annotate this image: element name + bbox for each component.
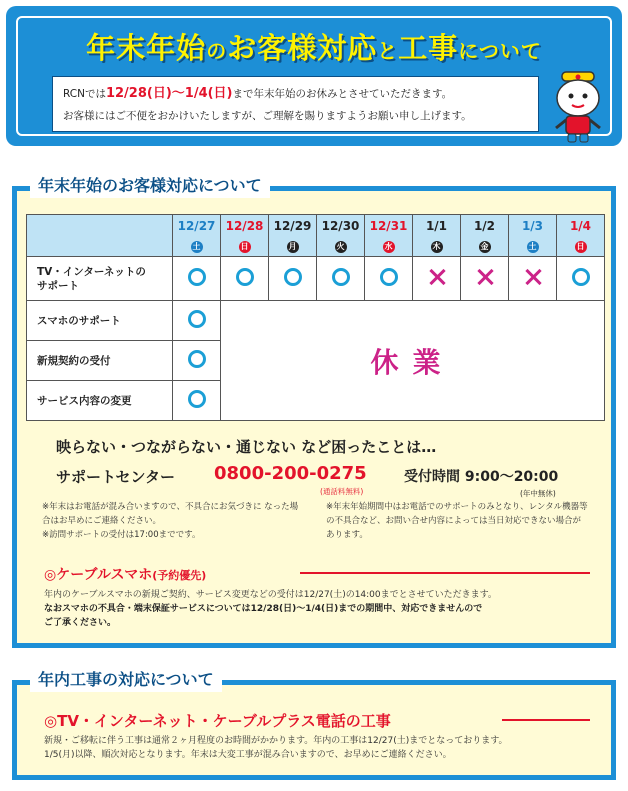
available-icon bbox=[332, 268, 350, 286]
schedule-row-tv-internet bbox=[27, 257, 605, 301]
schedule-header-row bbox=[27, 215, 605, 257]
section-title-support: 年末年始のお客様対応について bbox=[30, 174, 270, 198]
toll-free-note: (通話料無料) bbox=[320, 487, 364, 496]
available-icon bbox=[572, 268, 590, 286]
title-part: 工事 bbox=[398, 31, 459, 65]
status-cell bbox=[557, 257, 605, 301]
status-cell bbox=[221, 257, 269, 301]
row-label: 新規契約の受付 bbox=[27, 341, 173, 381]
holiday-notice bbox=[52, 76, 539, 132]
page-title bbox=[18, 26, 610, 67]
status-cell bbox=[173, 257, 221, 301]
unavailable-icon bbox=[477, 269, 493, 285]
heading-underline bbox=[502, 719, 590, 721]
cable-title-note: (予約優先) bbox=[152, 569, 207, 582]
all-year-note: (年中無休) bbox=[520, 489, 556, 498]
holiday-schedule-table bbox=[26, 214, 605, 421]
note-item: ※訪問サポートの受付は17:00までです。 bbox=[42, 530, 201, 540]
available-icon bbox=[188, 310, 206, 328]
date-header bbox=[269, 215, 317, 257]
note-item: ※年末はお電話が混み合いますので、不具合にお気づきに なった場合はお早めにご連絡ください。 bbox=[42, 502, 299, 526]
date-label: 12/31 bbox=[369, 219, 408, 233]
support-center-label: サポートセンター bbox=[56, 468, 175, 486]
weekday-badge: 金 bbox=[480, 242, 489, 251]
status-cell bbox=[173, 341, 221, 381]
unavailable-icon bbox=[525, 269, 541, 285]
date-header bbox=[221, 215, 269, 257]
table-corner bbox=[27, 215, 173, 257]
weekday-badge: 日 bbox=[576, 242, 585, 251]
row-label: TV・インターネットの サポート bbox=[27, 257, 173, 301]
cable-smartphone-heading bbox=[44, 564, 206, 584]
mascot-character-icon bbox=[550, 70, 606, 144]
title-part: の bbox=[206, 39, 228, 63]
closed-label: 休業 bbox=[221, 301, 605, 421]
notice-text: まで年末年始のお休みとさせていただきます。 bbox=[232, 88, 453, 100]
date-header bbox=[461, 215, 509, 257]
body-line: 新規・ご移転に伴う工事は通常２ヶ月程度のお時間がかかります。年内の工事は12/27(土)までとなっております。 bbox=[44, 736, 508, 746]
date-header bbox=[173, 215, 221, 257]
date-header bbox=[317, 215, 365, 257]
title-part: と bbox=[377, 39, 399, 63]
note-item: ※年末年始期間中はお電話でのサポートのみとなり、レンタル機器等の不具合など、お問い合せ内容によっては当日対応できない場合があります。 bbox=[326, 502, 588, 540]
cable-title: ◎ケーブルスマホ bbox=[44, 567, 153, 583]
date-label: 12/27 bbox=[177, 219, 216, 233]
status-cell bbox=[173, 381, 221, 421]
date-header bbox=[557, 215, 605, 257]
support-center-info bbox=[56, 463, 596, 498]
weekday-badge: 月 bbox=[288, 242, 297, 251]
status-cell bbox=[269, 257, 317, 301]
notice-line-1 bbox=[63, 83, 528, 105]
notice-dates: 12/28(日)～1/4(日) bbox=[105, 86, 233, 101]
heading-underline bbox=[300, 572, 590, 574]
date-header bbox=[413, 215, 461, 257]
date-label: 12/28 bbox=[225, 219, 264, 233]
date-label: 12/30 bbox=[321, 219, 360, 233]
support-phone-link[interactable]: 0800-200-0275 bbox=[214, 463, 367, 484]
date-header bbox=[509, 215, 557, 257]
construction-body bbox=[44, 734, 596, 762]
date-label: 1/3 bbox=[521, 219, 544, 233]
status-cell bbox=[461, 257, 509, 301]
status-cell bbox=[413, 257, 461, 301]
weekday-badge: 火 bbox=[336, 242, 345, 251]
date-label: 1/2 bbox=[473, 219, 496, 233]
header-banner bbox=[6, 6, 622, 146]
weekday-badge: 木 bbox=[432, 242, 441, 251]
body-line: ご了承ください。 bbox=[44, 618, 117, 628]
weekday-badge: 水 bbox=[384, 242, 393, 251]
status-cell bbox=[173, 301, 221, 341]
body-line: 1/5(月)以降、順次対応となります。年末は大変工事が混み合いますので、お早めにご連絡ください。 bbox=[44, 750, 452, 760]
available-icon bbox=[284, 268, 302, 286]
available-icon bbox=[188, 268, 206, 286]
date-label: 1/4 bbox=[569, 219, 592, 233]
status-cell bbox=[509, 257, 557, 301]
body-line: なおスマホの不具合・端末保証サービスについては12/28(日)～1/4(日)までの期間中、対応できませんので bbox=[44, 604, 483, 614]
unavailable-icon bbox=[429, 269, 445, 285]
body-line: 年内のケーブルスマホの新規ご契約、サービス変更などの受付は12/27(土)の14:00までとさせていただきます。 bbox=[44, 590, 497, 600]
date-label: 1/1 bbox=[425, 219, 448, 233]
row-label: サービス内容の変更 bbox=[27, 381, 173, 421]
available-icon bbox=[188, 350, 206, 368]
reception-hours: 受付時間 9:00～20:00 bbox=[404, 469, 559, 485]
available-icon bbox=[236, 268, 254, 286]
status-cell bbox=[365, 257, 413, 301]
date-header bbox=[365, 215, 413, 257]
weekday-badge: 土 bbox=[192, 242, 201, 251]
notice-line-2: お客様にはご不便をおかけいたしますが、ご理解を賜りますようお願い申し上げます。 bbox=[63, 110, 472, 122]
date-label: 12/29 bbox=[273, 219, 312, 233]
notice-text: RCNでは bbox=[63, 88, 106, 100]
notes-right bbox=[326, 500, 588, 542]
available-icon bbox=[188, 390, 206, 408]
weekday-badge: 土 bbox=[528, 242, 537, 251]
schedule-row-smartphone bbox=[27, 301, 605, 341]
section-title-construction: 年内工事の対応について bbox=[30, 668, 222, 692]
notes-left bbox=[42, 500, 304, 542]
weekday-badge: 日 bbox=[240, 242, 249, 251]
title-part: お客様対応 bbox=[227, 31, 378, 65]
row-label: スマホのサポート bbox=[27, 301, 173, 341]
available-icon bbox=[380, 268, 398, 286]
title-part: について bbox=[458, 39, 542, 63]
title-part: 年末年始 bbox=[86, 31, 207, 65]
trouble-heading: 映らない・つながらない・通じない など困ったことは… bbox=[56, 438, 437, 456]
cable-smartphone-body bbox=[44, 588, 596, 630]
status-cell bbox=[317, 257, 365, 301]
construction-subheading: ◎TV・インターネット・ケーブルプラス電話の工事 bbox=[44, 712, 391, 730]
